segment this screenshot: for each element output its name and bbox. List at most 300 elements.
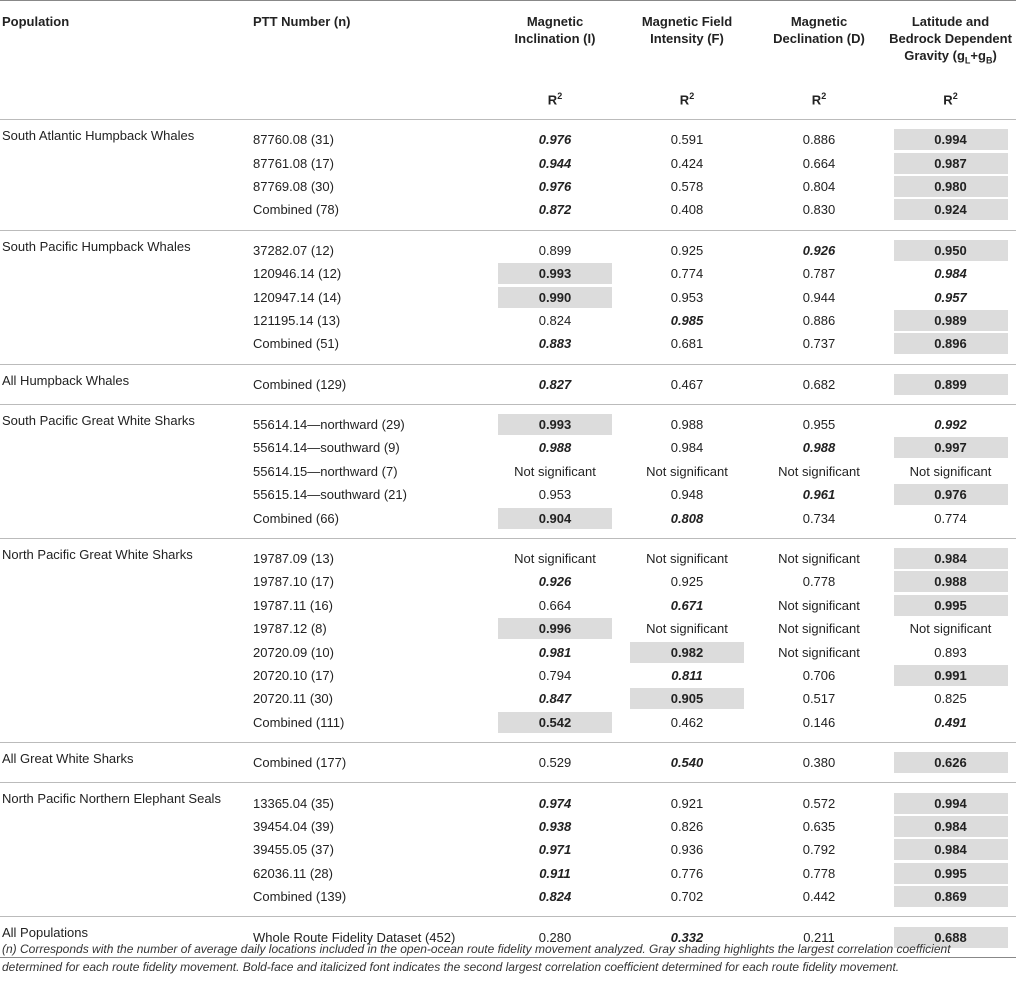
table-row bbox=[0, 151, 1016, 174]
r2-value: 0.146 bbox=[802, 714, 836, 730]
header-inclination bbox=[489, 1, 621, 84]
r2-value: 0.886 bbox=[802, 312, 836, 328]
intensity-cell bbox=[621, 364, 753, 404]
declination-cell bbox=[753, 687, 885, 710]
r2-value: Not significant bbox=[646, 551, 728, 567]
declination-cell bbox=[753, 815, 885, 838]
intensity-cell bbox=[621, 460, 753, 483]
r2-value: 0.626 bbox=[894, 752, 1008, 773]
r2-value: 0.792 bbox=[802, 842, 836, 858]
intensity-cell bbox=[621, 617, 753, 640]
table-row bbox=[0, 594, 1016, 617]
header-gravity-line1: Latitude and bbox=[911, 14, 990, 29]
ptt-cell: Combined (129) bbox=[253, 376, 347, 392]
r2-value: 0.896 bbox=[894, 333, 1008, 354]
table-row bbox=[0, 640, 1016, 663]
r2-value: 0.995 bbox=[894, 595, 1008, 616]
population-cell bbox=[0, 175, 253, 198]
gravity-cell bbox=[885, 175, 1016, 198]
r2-value: 0.925 bbox=[670, 242, 704, 258]
header-ptt bbox=[253, 1, 489, 84]
table-row bbox=[0, 404, 1016, 436]
table-row bbox=[0, 364, 1016, 404]
ptt-cell: Combined (78) bbox=[253, 202, 339, 218]
r2-value: 0.993 bbox=[498, 263, 612, 284]
r2-value: 0.734 bbox=[802, 510, 836, 526]
r2-value: 0.904 bbox=[498, 508, 612, 529]
table-row bbox=[0, 198, 1016, 230]
r2-value: 0.993 bbox=[498, 414, 612, 435]
gravity-cell bbox=[885, 783, 1016, 815]
population-group bbox=[0, 783, 1016, 917]
table-row bbox=[0, 742, 1016, 782]
r2-value: 0.811 bbox=[671, 668, 703, 683]
gravity-cell bbox=[885, 332, 1016, 364]
r2-value: 0.997 bbox=[894, 437, 1008, 458]
r2-value: Not significant bbox=[778, 551, 860, 567]
header-declination-label: Magnetic Declination (D) bbox=[773, 14, 865, 46]
inclination-cell bbox=[489, 151, 621, 174]
r2-value: 0.467 bbox=[670, 376, 704, 392]
inclination-cell bbox=[489, 538, 621, 570]
inclination-cell bbox=[489, 285, 621, 308]
declination-cell bbox=[753, 198, 885, 230]
declination-cell bbox=[753, 570, 885, 593]
r2-value: 0.787 bbox=[802, 266, 836, 282]
r2-value: 0.944 bbox=[538, 155, 572, 171]
header-intensity bbox=[621, 1, 753, 84]
r2-value: 0.984 bbox=[894, 816, 1008, 837]
intensity-cell bbox=[621, 783, 753, 815]
inclination-cell bbox=[489, 640, 621, 663]
r2-label: R bbox=[679, 92, 690, 108]
r2-value: 0.925 bbox=[670, 574, 704, 590]
r2-value: 0.542 bbox=[498, 712, 612, 733]
r2-value: 0.985 bbox=[670, 312, 704, 328]
table-row bbox=[0, 687, 1016, 710]
r2-value: 0.938 bbox=[538, 818, 572, 834]
declination-cell bbox=[753, 885, 885, 917]
inclination-cell bbox=[489, 838, 621, 861]
population-cell: North Pacific Great White Sharks bbox=[2, 546, 193, 562]
r2-label: R bbox=[943, 92, 953, 108]
r2-value: 0.994 bbox=[894, 129, 1008, 150]
r2-value: 0.905 bbox=[630, 688, 744, 709]
ptt-cell: 55614.14—southward (9) bbox=[253, 440, 400, 456]
ptt-cell: 19787.11 (16) bbox=[253, 597, 333, 613]
declination-cell bbox=[753, 364, 885, 404]
r2-empty-1 bbox=[0, 83, 253, 120]
ptt-cell: 120947.14 (14) bbox=[253, 289, 342, 305]
gravity-cell bbox=[885, 687, 1016, 710]
table-row bbox=[0, 838, 1016, 861]
gravity-cell bbox=[885, 436, 1016, 459]
table-row bbox=[0, 230, 1016, 262]
gravity-cell bbox=[885, 285, 1016, 308]
table-row bbox=[0, 436, 1016, 459]
intensity-cell bbox=[621, 483, 753, 506]
intensity-cell bbox=[621, 862, 753, 885]
declination-cell bbox=[753, 594, 885, 617]
r2-value: 0.991 bbox=[894, 665, 1008, 686]
gravity-cell bbox=[885, 364, 1016, 404]
r2-value: 0.957 bbox=[934, 289, 967, 305]
intensity-cell bbox=[621, 711, 753, 743]
r2-value: 0.953 bbox=[670, 289, 704, 305]
r2-value: Not significant bbox=[909, 621, 992, 637]
r2-empty-2 bbox=[253, 83, 489, 120]
population-cell bbox=[0, 285, 253, 308]
population-cell bbox=[0, 815, 253, 838]
r2-sup: 2 bbox=[952, 91, 958, 101]
ptt-cell: 13365.04 (35) bbox=[253, 795, 334, 811]
r2-value: 0.984 bbox=[670, 440, 704, 456]
gravity-cell bbox=[885, 230, 1016, 262]
ptt-cell: 120946.14 (12) bbox=[253, 266, 342, 282]
header-gravity-line2: Bedrock Dependent bbox=[889, 31, 1012, 46]
inclination-cell bbox=[489, 230, 621, 262]
inclination-cell bbox=[489, 483, 621, 506]
gravity-cell bbox=[885, 309, 1016, 332]
r2-value: 0.517 bbox=[802, 691, 836, 707]
footnote: (n) Corresponds with the number of average daily locations included in the open-ocean route fidelity movement analyzed. Gray shading highlights the largest correlation coefficient determined for each route fidelity movement. Bold-face and italicized font indicates the second largest correlation coefficient determined for each route fidelity movement. bbox=[2, 942, 951, 974]
r2-value: 0.990 bbox=[498, 287, 612, 308]
population-group bbox=[0, 538, 1016, 742]
population-cell bbox=[0, 506, 253, 538]
declination-cell bbox=[753, 460, 885, 483]
r2-value: 0.706 bbox=[802, 668, 836, 683]
r2-value: Not significant bbox=[909, 463, 992, 479]
r2-sup: 2 bbox=[689, 91, 695, 101]
gravity-sub-b: B bbox=[985, 55, 993, 66]
population-cell bbox=[0, 640, 253, 663]
declination-cell bbox=[753, 230, 885, 262]
population-cell bbox=[0, 436, 253, 459]
inclination-cell bbox=[489, 617, 621, 640]
ptt-cell: 87760.08 (31) bbox=[253, 132, 334, 148]
intensity-cell bbox=[621, 815, 753, 838]
r2-sup: 2 bbox=[821, 91, 827, 101]
intensity-cell bbox=[621, 332, 753, 364]
inclination-cell bbox=[489, 460, 621, 483]
population-cell: All Great White Sharks bbox=[2, 750, 134, 766]
r2-value: 0.926 bbox=[802, 242, 836, 258]
population-cell bbox=[0, 838, 253, 861]
inclination-cell bbox=[489, 862, 621, 885]
r2-value: 0.442 bbox=[802, 889, 836, 905]
r2-value: 0.491 bbox=[934, 714, 967, 730]
r2-value: 0.988 bbox=[894, 571, 1008, 592]
r2-value: 0.280 bbox=[538, 929, 572, 945]
r2-label: R bbox=[547, 92, 558, 108]
r2-row bbox=[0, 83, 1016, 120]
r2-value: 0.955 bbox=[802, 417, 836, 433]
inclination-cell bbox=[489, 332, 621, 364]
r2-value: 0.976 bbox=[538, 178, 572, 194]
r2-value: 0.961 bbox=[802, 487, 836, 503]
ptt-cell: Whole Route Fidelity Dataset (452) bbox=[253, 929, 456, 945]
declination-cell bbox=[753, 862, 885, 885]
population-cell bbox=[0, 711, 253, 743]
gravity-cell bbox=[885, 885, 1016, 917]
r2-value: 0.825 bbox=[934, 691, 967, 707]
r2-value: 0.976 bbox=[894, 484, 1008, 505]
inclination-cell bbox=[489, 506, 621, 538]
declination-cell bbox=[753, 483, 885, 506]
declination-cell bbox=[753, 404, 885, 436]
r2-value: 0.987 bbox=[894, 153, 1008, 174]
ptt-cell: Combined (111) bbox=[253, 714, 345, 730]
gravity-cell bbox=[885, 404, 1016, 436]
gravity-cell bbox=[885, 640, 1016, 663]
table-row bbox=[0, 570, 1016, 593]
ptt-cell: 55615.14—southward (21) bbox=[253, 487, 407, 503]
ptt-cell: 37282.07 (12) bbox=[253, 242, 334, 258]
r2-value: Not significant bbox=[646, 621, 728, 637]
r2-value: 0.408 bbox=[670, 202, 704, 218]
population-cell bbox=[0, 262, 253, 285]
table-row bbox=[0, 483, 1016, 506]
intensity-cell bbox=[621, 594, 753, 617]
inclination-cell bbox=[489, 815, 621, 838]
r2-value: 0.984 bbox=[894, 839, 1008, 860]
population-group bbox=[0, 404, 1016, 538]
ptt-cell: Combined (51) bbox=[253, 336, 339, 352]
r2-value: 0.988 bbox=[670, 417, 704, 433]
declination-cell bbox=[753, 151, 885, 174]
gravity-cell bbox=[885, 664, 1016, 687]
table-row bbox=[0, 506, 1016, 538]
gravity-cell bbox=[885, 570, 1016, 593]
ptt-cell: 20720.09 (10) bbox=[253, 644, 334, 660]
r2-value: Not significant bbox=[778, 644, 860, 660]
r2-value: 0.702 bbox=[670, 889, 704, 905]
r2-value: 0.332 bbox=[670, 929, 704, 945]
intensity-cell bbox=[621, 230, 753, 262]
r2-value: 0.869 bbox=[894, 886, 1008, 907]
table-row bbox=[0, 309, 1016, 332]
header-gravity-line3 bbox=[885, 47, 1016, 70]
r2-value: 0.994 bbox=[894, 793, 1008, 814]
inclination-cell bbox=[489, 309, 621, 332]
inclination-cell bbox=[489, 198, 621, 230]
r2-value: 0.462 bbox=[670, 714, 704, 730]
r2-value: 0.824 bbox=[538, 312, 572, 328]
table-row bbox=[0, 815, 1016, 838]
r2-value: 0.211 bbox=[803, 929, 835, 945]
declination-cell bbox=[753, 332, 885, 364]
declination-cell bbox=[753, 436, 885, 459]
r2-value: 0.830 bbox=[802, 202, 836, 218]
population-cell: South Pacific Great White Sharks bbox=[2, 412, 195, 428]
gravity-cell bbox=[885, 198, 1016, 230]
r2-value: Not significant bbox=[646, 463, 728, 479]
r2-value: 0.899 bbox=[894, 374, 1008, 395]
gravity-cell bbox=[885, 862, 1016, 885]
gravity-cell bbox=[885, 483, 1016, 506]
population-cell: North Pacific Northern Elephant Seals bbox=[2, 791, 221, 807]
r2-value: 0.572 bbox=[802, 795, 836, 811]
table-row bbox=[0, 885, 1016, 917]
r2-value: 0.899 bbox=[538, 242, 572, 258]
population-cell bbox=[0, 198, 253, 230]
inclination-cell bbox=[489, 120, 621, 152]
ptt-cell: Combined (66) bbox=[253, 510, 339, 526]
table-row bbox=[0, 120, 1016, 152]
population-cell: All Humpback Whales bbox=[2, 372, 130, 388]
r2-intensity bbox=[621, 83, 753, 120]
header-inclination-label: Magnetic Inclination (I) bbox=[514, 14, 596, 46]
r2-value: 0.984 bbox=[934, 266, 967, 282]
r2-value: 0.944 bbox=[802, 289, 836, 305]
intensity-cell bbox=[621, 742, 753, 782]
table-row bbox=[0, 538, 1016, 570]
r2-value: 0.664 bbox=[802, 155, 836, 171]
r2-value: 0.872 bbox=[538, 202, 572, 218]
table-row bbox=[0, 285, 1016, 308]
r2-value: 0.974 bbox=[538, 795, 572, 811]
r2-value: 0.578 bbox=[670, 178, 704, 194]
r2-value: 0.976 bbox=[538, 132, 572, 148]
inclination-cell bbox=[489, 885, 621, 917]
ptt-cell: 20720.11 (30) bbox=[253, 691, 333, 707]
inclination-cell bbox=[489, 783, 621, 815]
declination-cell bbox=[753, 783, 885, 815]
r2-value: 0.989 bbox=[894, 310, 1008, 331]
r2-value: 0.948 bbox=[670, 487, 704, 503]
r2-value: 0.776 bbox=[670, 865, 704, 881]
declination-cell bbox=[753, 175, 885, 198]
inclination-cell bbox=[489, 364, 621, 404]
gravity-close: ) bbox=[992, 48, 997, 63]
r2-value: Not significant bbox=[514, 463, 596, 479]
table-row bbox=[0, 711, 1016, 743]
table-row bbox=[0, 460, 1016, 483]
r2-value: 0.737 bbox=[802, 336, 836, 352]
population-cell bbox=[0, 664, 253, 687]
population-cell bbox=[0, 460, 253, 483]
gravity-cell bbox=[885, 120, 1016, 152]
r2-value: 0.671 bbox=[670, 597, 704, 613]
intensity-cell bbox=[621, 198, 753, 230]
header-population: Population bbox=[0, 1, 253, 84]
inclination-cell bbox=[489, 742, 621, 782]
declination-cell bbox=[753, 742, 885, 782]
intensity-cell bbox=[621, 885, 753, 917]
intensity-cell bbox=[621, 538, 753, 570]
header-intensity-label: Magnetic Field Intensity (F) bbox=[641, 14, 733, 46]
ptt-cell: Combined (177) bbox=[253, 755, 347, 771]
inclination-cell bbox=[489, 175, 621, 198]
intensity-cell bbox=[621, 506, 753, 538]
r2-value: 0.984 bbox=[894, 548, 1008, 569]
ptt-cell: 19787.12 (8) bbox=[253, 621, 327, 637]
r2-value: 0.893 bbox=[934, 644, 967, 660]
population-cell bbox=[0, 687, 253, 710]
r2-value: 0.996 bbox=[498, 618, 612, 639]
gravity-cell bbox=[885, 838, 1016, 861]
r2-value: 0.883 bbox=[538, 336, 572, 352]
ptt-cell: 62036.11 (28) bbox=[253, 865, 333, 881]
r2-value: 0.774 bbox=[934, 510, 967, 526]
r2-value: 0.540 bbox=[670, 755, 704, 771]
gravity-cell bbox=[885, 538, 1016, 570]
intensity-cell bbox=[621, 664, 753, 687]
population-cell: South Atlantic Humpback Whales bbox=[2, 128, 195, 143]
r2-declination bbox=[753, 83, 885, 120]
population-cell: All Populations bbox=[2, 925, 88, 941]
population-cell bbox=[0, 483, 253, 506]
inclination-cell bbox=[489, 404, 621, 436]
population-cell bbox=[0, 151, 253, 174]
r2-value: 0.992 bbox=[934, 417, 967, 433]
intensity-cell bbox=[621, 838, 753, 861]
inclination-cell bbox=[489, 570, 621, 593]
ptt-cell: Combined (139) bbox=[253, 889, 347, 905]
ptt-cell: 121195.14 (13) bbox=[253, 312, 341, 328]
declination-cell bbox=[753, 120, 885, 152]
intensity-cell bbox=[621, 309, 753, 332]
r2-value: 0.808 bbox=[670, 510, 704, 526]
population-cell bbox=[0, 332, 253, 364]
inclination-cell bbox=[489, 262, 621, 285]
r2-value: 0.826 bbox=[670, 818, 704, 834]
r2-value: Not significant bbox=[514, 551, 596, 567]
declination-cell bbox=[753, 285, 885, 308]
r2-sup: 2 bbox=[557, 91, 563, 101]
population-group bbox=[0, 120, 1016, 231]
r2-value: 0.847 bbox=[538, 691, 572, 707]
header-ptt-label: PTT Number (n) bbox=[253, 14, 351, 29]
population-group bbox=[0, 230, 1016, 364]
declination-cell bbox=[753, 838, 885, 861]
declination-cell bbox=[753, 262, 885, 285]
table-row bbox=[0, 332, 1016, 364]
population-group bbox=[0, 364, 1016, 404]
r2-value: 0.827 bbox=[538, 376, 572, 392]
inclination-cell bbox=[489, 711, 621, 743]
ptt-cell: 87761.08 (17) bbox=[253, 155, 334, 171]
r2-value: 0.664 bbox=[538, 597, 572, 613]
declination-cell bbox=[753, 506, 885, 538]
r2-value: 0.778 bbox=[802, 574, 836, 590]
header-gravity bbox=[885, 1, 1016, 84]
gravity-plus: +g bbox=[970, 48, 986, 63]
population-cell bbox=[0, 885, 253, 917]
inclination-cell bbox=[489, 436, 621, 459]
table-row bbox=[0, 664, 1016, 687]
gravity-g: Gravity (g bbox=[904, 48, 965, 63]
inclination-cell bbox=[489, 594, 621, 617]
r2-value: 0.774 bbox=[670, 266, 704, 282]
r2-value: 0.988 bbox=[538, 440, 572, 456]
gravity-cell bbox=[885, 815, 1016, 838]
r2-value: 0.635 bbox=[802, 818, 836, 834]
r2-value: 0.886 bbox=[802, 132, 836, 148]
intensity-cell bbox=[621, 151, 753, 174]
gravity-cell bbox=[885, 262, 1016, 285]
declination-cell bbox=[753, 538, 885, 570]
r2-value: 0.936 bbox=[670, 842, 704, 858]
gravity-cell bbox=[885, 151, 1016, 174]
r2-value: 0.380 bbox=[802, 755, 836, 771]
r2-value: 0.924 bbox=[894, 199, 1008, 220]
r2-gravity bbox=[885, 83, 1016, 120]
inclination-cell bbox=[489, 664, 621, 687]
declination-cell bbox=[753, 640, 885, 663]
r2-value: 0.926 bbox=[538, 574, 572, 590]
gravity-cell bbox=[885, 617, 1016, 640]
